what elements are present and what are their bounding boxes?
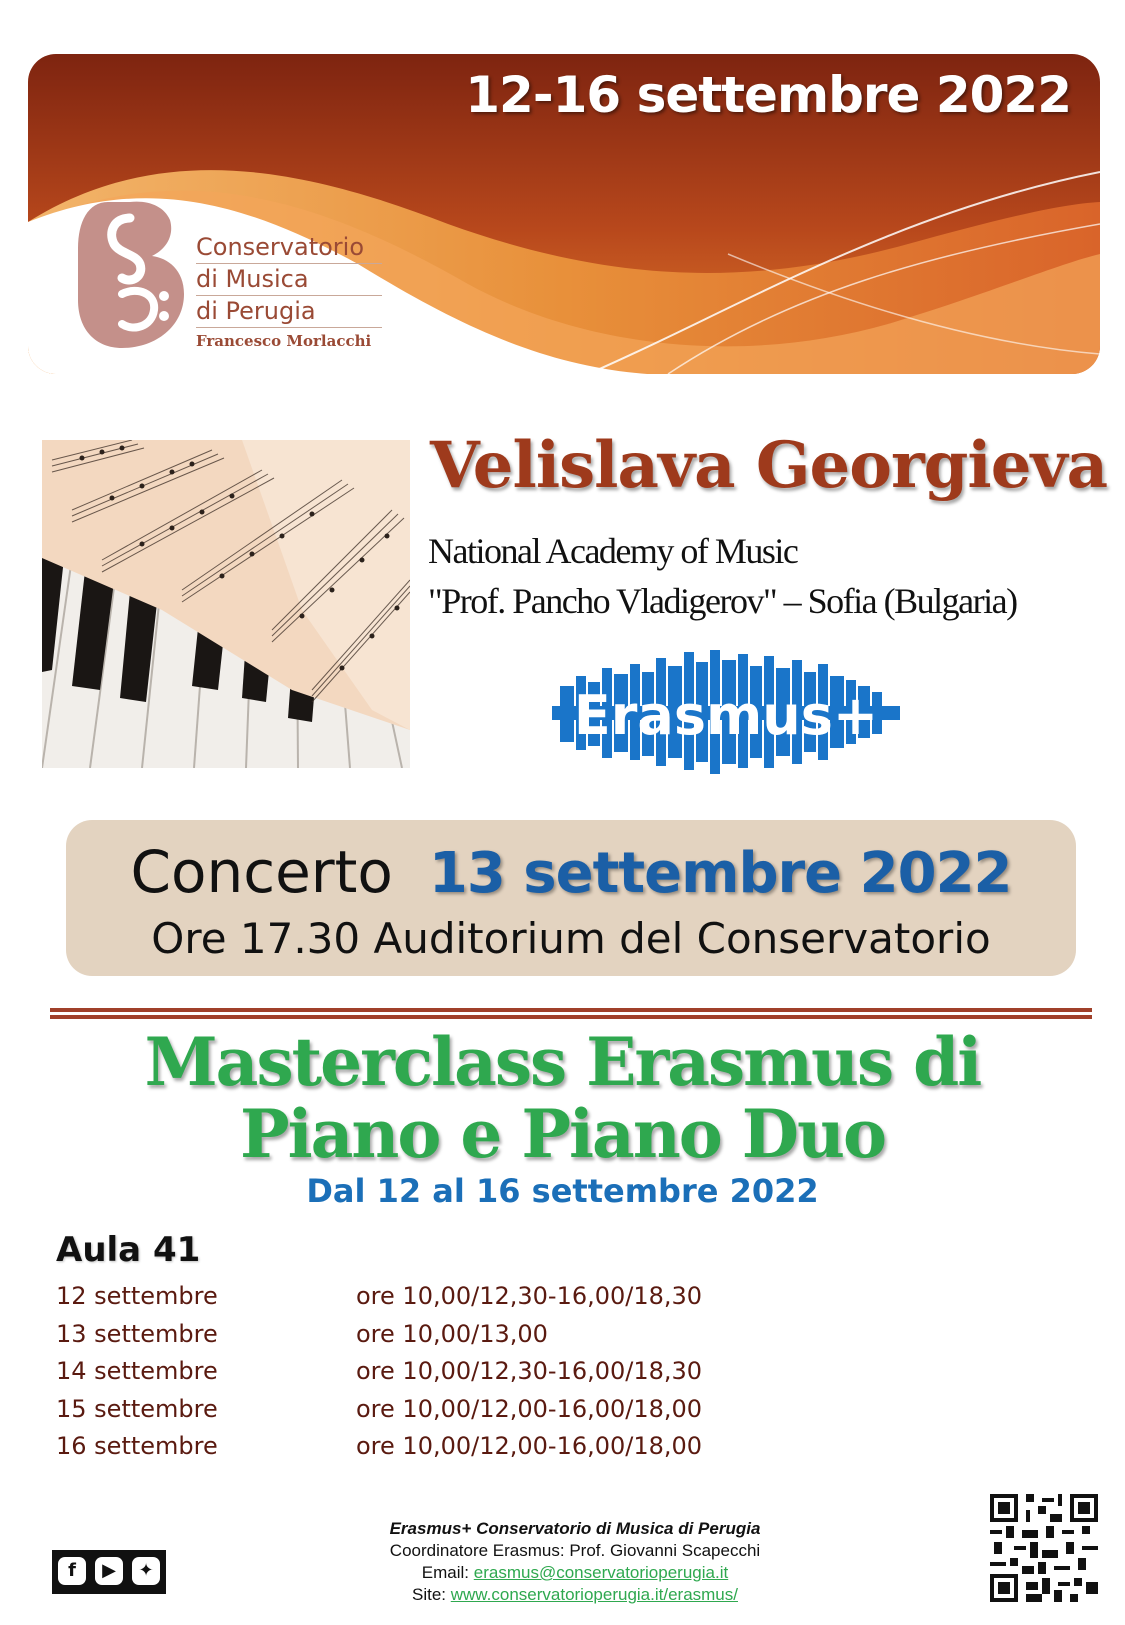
schedule-day: 16 settembre xyxy=(56,1432,218,1460)
footer-email-link[interactable]: erasmus@conservatorioperugia.it xyxy=(473,1563,729,1582)
masterclass-date-range: Dal 12 al 16 settembre 2022 xyxy=(306,1172,819,1210)
artist-affiliation-line-1: National Academy of Music xyxy=(428,531,798,571)
youtube-icon[interactable]: ▶ xyxy=(95,1557,123,1585)
schedule-time: ore 10,00/12,30-16,00/18,30 xyxy=(356,1282,703,1310)
schedule-time: ore 10,00/13,00 xyxy=(356,1319,548,1348)
erasmus-logo-text: Erasmus+ xyxy=(573,684,879,747)
logo-line-1: Conservatorio xyxy=(196,232,382,264)
twitter-icon[interactable]: ✦ xyxy=(132,1557,160,1585)
concert-details: Ore 17.30 Auditorium del Conservatorio xyxy=(151,914,991,963)
concert-label: Concerto xyxy=(130,838,393,906)
masterclass-title-line-2: Piano e Piano Duo xyxy=(239,1095,886,1173)
footer-title: Erasmus+ Conservatorio di Musica di Perugia xyxy=(389,1519,761,1538)
conservatorio-logo-icon xyxy=(78,198,196,350)
footer-email-row xyxy=(300,1562,850,1584)
footer-email-label: Email: xyxy=(421,1563,474,1582)
schedule-day: 15 settembre xyxy=(56,1394,218,1423)
conservatorio-logo-text xyxy=(196,232,382,350)
logo-line-4: Francesco Morlacchi xyxy=(196,332,372,350)
header-date-range: 12-16 settembre 2022 xyxy=(465,66,1071,124)
schedule-time: ore 10,00/12,00-16,00/18,00 xyxy=(356,1394,703,1423)
footer-site-label: Site: xyxy=(412,1585,451,1604)
footer-site-link[interactable]: www.conservatorioperugia.it/erasmus/ xyxy=(450,1585,738,1604)
schedule-time: ore 10,00/12,30-16,00/18,30 xyxy=(356,1357,703,1385)
concert-heading xyxy=(66,838,1076,906)
footer-coordinator: Coordinatore Erasmus: Prof. Giovanni Scapecchi xyxy=(389,1541,761,1560)
concert-date: 13 settembre 2022 xyxy=(428,841,1012,906)
facebook-icon[interactable]: f xyxy=(58,1557,86,1585)
schedule-room: Aula 41 xyxy=(56,1230,201,1270)
artist-name: Velislava Georgieva xyxy=(430,428,1108,503)
footer-contact xyxy=(300,1518,850,1606)
concert-info-box xyxy=(66,820,1076,976)
schedule-time: ore 10,00/12,00-16,00/18,00 xyxy=(356,1432,703,1460)
section-divider xyxy=(50,1008,1092,1022)
masterclass-title-line-1: Masterclass Erasmus di xyxy=(144,1023,981,1101)
schedule-day: 12 settembre xyxy=(56,1282,218,1310)
artist-affiliation-line-2: "Prof. Pancho Vladigerov" – Sofia (Bulgaria) xyxy=(428,581,1017,621)
schedule-day: 13 settembre xyxy=(56,1319,218,1348)
piano-sheet-music-photo xyxy=(42,440,410,768)
logo-line-3: di Perugia xyxy=(196,296,382,328)
qr-code-icon[interactable] xyxy=(990,1494,1098,1602)
schedule-day: 14 settembre xyxy=(56,1357,218,1385)
footer-site-row xyxy=(300,1584,850,1606)
social-links-bar xyxy=(52,1550,166,1594)
logo-line-2: di Musica xyxy=(196,264,382,296)
erasmus-plus-logo xyxy=(552,646,900,780)
